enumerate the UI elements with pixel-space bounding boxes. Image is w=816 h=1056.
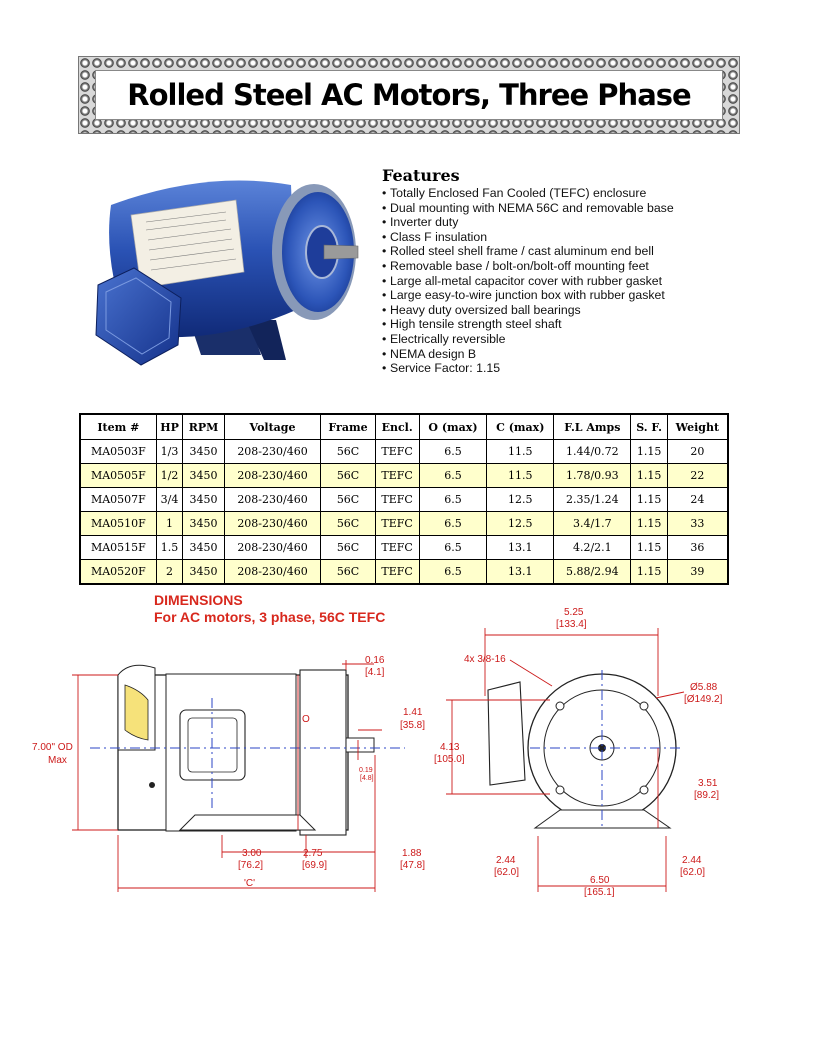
dim-bolt: 4x 3/8-16 [464,654,506,665]
table-cell: 3450 [183,488,224,512]
dim-413: 4.13 [440,742,460,753]
table-cell: 6.5 [419,536,487,560]
table-cell: 3450 [183,536,224,560]
dimensions-drawing [30,590,770,910]
table-cell: 208-230/460 [224,560,321,585]
dim-o-label: O [302,714,310,725]
title-box [95,70,723,120]
dim-c: 'C' [244,878,256,889]
column-header: O (max) [419,414,487,440]
table-cell: 11.5 [487,464,554,488]
feature-text: Large easy-to-wire junction box with rubber gasket [390,288,665,303]
dim-019-mm: [4.8] [360,775,374,782]
dim-188-mm: [47.8] [400,860,426,871]
column-header: RPM [183,414,224,440]
dim-141-mm: [35.8] [400,720,426,731]
table-cell: 56C [321,560,375,585]
feature-item [382,244,762,259]
column-header: HP [156,414,183,440]
dim-188: 1.88 [402,848,422,859]
column-header: Item # [80,414,156,440]
dim-244-left: 2.44 [496,855,516,866]
table-cell: TEFC [375,488,419,512]
table-cell: 1.15 [631,512,667,536]
table-cell: 24 [667,488,728,512]
bullet-icon: • [382,244,387,259]
table-cell: TEFC [375,512,419,536]
feature-item [382,215,762,230]
table-cell: 3.4/1.7 [554,512,631,536]
feature-item [382,259,762,274]
column-header: Voltage [224,414,321,440]
table-row [80,536,728,560]
table-cell: 1/3 [156,440,183,464]
dim-650-mm: [165.1] [584,887,615,898]
dim-244-right: 2.44 [682,855,702,866]
bullet-icon: • [382,229,387,244]
bullet-icon: • [382,346,387,361]
dim-019: 0.19 [359,767,373,774]
table-cell: 1.15 [631,440,667,464]
table-row [80,440,728,464]
feature-text: NEMA design B [390,346,477,361]
table-cell: MA0507F [80,488,156,512]
feature-item [382,332,762,347]
table-cell: 56C [321,440,375,464]
table-cell: MA0520F [80,560,156,585]
bullet-icon: • [382,186,387,200]
table-cell: 6.5 [419,464,487,488]
column-header: Encl. [375,414,419,440]
feature-text: Totally Enclosed Fan Cooled (TEFC) enclosure [390,186,647,200]
dim-525: 5.25 [564,607,584,618]
dim-650: 6.50 [590,875,610,886]
table-cell: 208-230/460 [224,464,321,488]
feature-text: Large all-metal capacitor cover with rubber gasket [390,273,663,288]
table-cell: 6.5 [419,512,487,536]
table-cell: 56C [321,536,375,560]
title-banner [78,56,740,134]
bullet-icon: • [382,200,387,215]
end-view [488,670,680,830]
table-cell: 11.5 [487,440,554,464]
feature-text: Inverter duty [390,215,459,230]
table-row [80,560,728,585]
table-cell: 2 [156,560,183,585]
feature-item [382,347,762,362]
table-cell: 1.15 [631,560,667,585]
table-cell: 1.15 [631,464,667,488]
dim-244-right-mm: [62.0] [680,867,706,878]
table-cell: MA0503F [80,440,156,464]
table-cell: TEFC [375,464,419,488]
dim-413-mm: [105.0] [434,754,465,765]
feature-item [382,317,762,332]
bullet-icon: • [382,317,387,332]
dim-016-mm: [4.1] [365,667,385,678]
table-cell: 13.1 [487,536,554,560]
dim-351-mm: [89.2] [694,790,720,801]
column-header: S. F. [631,414,667,440]
table-cell: 36 [667,536,728,560]
table-cell: 1/2 [156,464,183,488]
features-heading: Features [382,166,460,185]
dim-od-label: 7.00" OD [32,742,73,753]
table-cell: 39 [667,560,728,585]
column-header: F.L Amps [554,414,631,440]
table-cell: 1.5 [156,536,183,560]
feature-item [382,186,762,201]
column-header: Weight [667,414,728,440]
table-cell: 3450 [183,512,224,536]
table-row [80,512,728,536]
bullet-icon: • [382,288,387,303]
table-cell: 3450 [183,440,224,464]
bullet-icon: • [382,331,387,346]
table-cell: 6.5 [419,560,487,585]
column-header: Frame [321,414,375,440]
table-cell: 12.5 [487,488,554,512]
feature-text: Rolled steel shell frame / cast aluminum end bell [390,244,654,259]
feature-item [382,230,762,245]
table-cell: 3450 [183,560,224,585]
feature-text: High tensile strength steel shaft [390,317,562,332]
bullet-icon: • [382,273,387,288]
features-list [382,186,762,376]
table-cell: 13.1 [487,560,554,585]
table-cell: 3/4 [156,488,183,512]
table-cell: 6.5 [419,440,487,464]
table-cell: 208-230/460 [224,512,321,536]
feature-item [382,288,762,303]
features-section [382,166,762,376]
table-cell: TEFC [375,440,419,464]
dim-141: 1.41 [403,707,423,718]
feature-item [382,303,762,318]
table-cell: 56C [321,464,375,488]
table-cell: 33 [667,512,728,536]
dim-016: 0.16 [365,655,385,666]
feature-item [382,201,762,216]
table-cell: 6.5 [419,488,487,512]
table-cell: 56C [321,512,375,536]
feature-item [382,361,762,376]
feature-text: Heavy duty oversized ball bearings [390,302,581,317]
table-cell: 5.88/2.94 [554,560,631,585]
spec-table-body [80,440,728,585]
dim-275-mm: [69.9] [302,860,328,871]
dimensions-heading: DIMENSIONS [154,592,243,608]
table-cell: 22 [667,464,728,488]
table-cell: 4.2/2.1 [554,536,631,560]
dim-588-mm: [Ø149.2] [684,694,723,705]
table-cell: MA0505F [80,464,156,488]
dim-300-mm: [76.2] [238,860,264,871]
table-row [80,488,728,512]
spec-table [79,413,729,585]
table-cell: 56C [321,488,375,512]
table-cell: MA0515F [80,536,156,560]
bullet-icon: • [382,361,387,376]
feature-text: Service Factor: 1.15 [390,361,501,376]
feature-text: Electrically reversible [390,331,506,346]
motor-photo [86,160,376,375]
table-cell: TEFC [375,560,419,585]
bullet-icon: • [382,302,387,317]
dim-525-mm: [133.4] [556,619,587,630]
table-row [80,464,728,488]
feature-text: Removable base / bolt-on/bolt-off mounting feet [390,258,649,273]
dim-300: 3.00 [242,848,262,859]
page-title: Rolled Steel AC Motors, Three Phase [127,78,691,112]
dim-275: 2.75 [303,848,323,859]
dimensions-subheading: For AC motors, 3 phase, 56C TEFC [154,609,386,625]
feature-item [382,274,762,289]
table-cell: 1.44/0.72 [554,440,631,464]
bullet-icon: • [382,215,387,230]
feature-text: Class F insulation [390,229,488,244]
bullet-icon: • [382,258,387,273]
table-cell: 208-230/460 [224,440,321,464]
table-cell: MA0510F [80,512,156,536]
table-cell: 1.15 [631,488,667,512]
table-cell: 208-230/460 [224,488,321,512]
dim-244-left-mm: [62.0] [494,867,520,878]
table-cell: 2.35/1.24 [554,488,631,512]
column-header: C (max) [487,414,554,440]
table-cell: 1.15 [631,536,667,560]
table-cell: 12.5 [487,512,554,536]
table-cell: 3450 [183,464,224,488]
table-cell: TEFC [375,536,419,560]
table-cell: 1.78/0.93 [554,464,631,488]
table-cell: 1 [156,512,183,536]
spec-table-header [80,414,728,440]
table-cell: 208-230/460 [224,536,321,560]
dim-588: Ø5.88 [690,682,718,693]
dim-351: 3.51 [698,778,718,789]
table-cell: 20 [667,440,728,464]
feature-text: Dual mounting with NEMA 56C and removable base [390,200,674,215]
dim-od-max: Max [48,755,67,766]
